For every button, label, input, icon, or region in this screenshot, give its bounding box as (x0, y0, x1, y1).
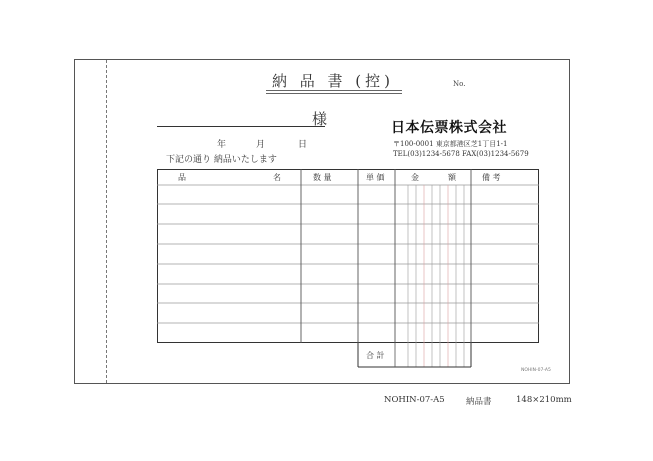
header-remarks: 備 考 (482, 173, 501, 182)
header-quantity: 数 量 (313, 173, 332, 182)
header-item: 品 (178, 173, 186, 182)
title-underline-double (266, 93, 402, 94)
recipient-line (157, 126, 325, 127)
delivery-note: 下記の通り 納品いたします (166, 155, 277, 165)
company-address: 〒100-0001 東京都港区芝1丁目1-1 (393, 140, 508, 148)
form-title: 納 品 書 (控) (272, 72, 395, 90)
honorific-label: 様 (312, 110, 328, 128)
caption-size: 148×210mm (516, 395, 572, 405)
total-label: 合 計 (366, 351, 385, 360)
company-contact: TEL(03)1234-5678 FAX(03)1234-5679 (393, 150, 529, 158)
date-day-label: 日 (298, 140, 308, 150)
header-amount: 金 (411, 173, 419, 182)
date-year-label: 年 (217, 140, 227, 150)
header-amount-2: 額 (448, 173, 456, 182)
row-lines (157, 185, 539, 323)
number-label: No. (453, 80, 466, 88)
header-unit-price: 単 価 (366, 173, 385, 182)
column-lines (301, 169, 471, 367)
company-name: 日本伝票株式会社 (391, 120, 507, 136)
caption-name: 納品書 (466, 397, 492, 407)
title-underline (266, 90, 402, 91)
date-month-label: 月 (256, 140, 266, 150)
table-grid (157, 169, 540, 369)
caption-code: NOHIN-07-A5 (384, 395, 445, 405)
header-item-name: 名 (273, 173, 281, 182)
perforation-line (106, 60, 107, 383)
amount-digit-lines (408, 185, 464, 367)
form-code-small: NOHIN-07-A5 (521, 368, 551, 373)
